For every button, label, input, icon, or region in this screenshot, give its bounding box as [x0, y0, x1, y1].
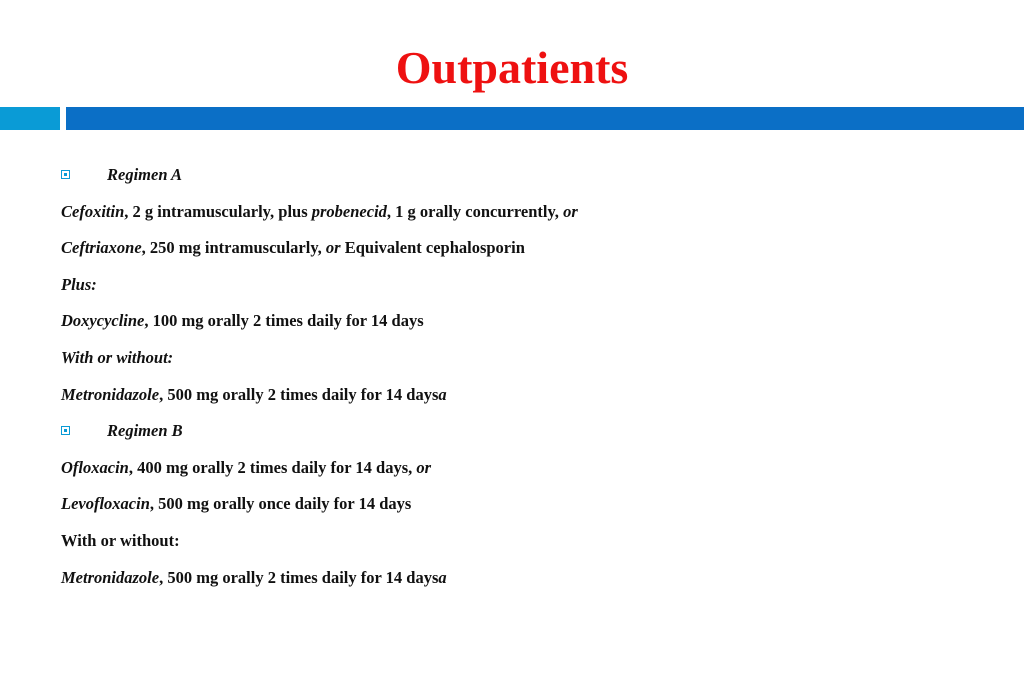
- text-segment: , 500 mg orally 2 times daily for 14 days: [159, 384, 439, 404]
- header-accent-bar: [0, 107, 60, 130]
- square-bullet-icon: [61, 170, 70, 179]
- text-segment: Metronidazole: [61, 567, 160, 587]
- text-segment: or: [325, 238, 341, 258]
- slide-title: Outpatients: [395, 42, 629, 93]
- text-segment: Doxycycline: [61, 311, 145, 331]
- text-segment: Ceftriaxone: [61, 238, 142, 258]
- bullet-heading: [61, 416, 1001, 453]
- text-segment: a: [438, 384, 447, 404]
- text-segment: , 500 mg orally 2 times daily for 14 days: [159, 567, 439, 587]
- text-line: [61, 489, 1001, 526]
- text-segment: Cefoxitin: [61, 201, 125, 221]
- bullet-heading: [61, 160, 1001, 197]
- text-segment: , 2 g intramuscularly, plus: [124, 201, 312, 221]
- text-line: [61, 270, 1001, 307]
- slide-body: [61, 160, 1001, 599]
- text-segment: or: [416, 457, 432, 477]
- text-segment: , 250 mg intramuscularly,: [141, 238, 326, 258]
- text-segment: Levofloxacin: [61, 494, 150, 514]
- text-segment: , 1 g orally concurrently,: [386, 201, 564, 221]
- text-line: [61, 343, 1001, 380]
- text-line: [61, 233, 1001, 270]
- text-line: [61, 197, 1001, 234]
- text-segment: , 500 mg orally once daily for 14 days: [149, 494, 412, 514]
- text-line: [61, 380, 1001, 417]
- text-segment: , 100 mg orally 2 times daily for 14 days: [144, 311, 424, 331]
- square-bullet-icon: [61, 426, 70, 435]
- text-segment: , 400 mg orally 2 times daily for 14 days,: [128, 457, 417, 477]
- text-line: [61, 526, 1001, 563]
- text-segment: a: [438, 567, 447, 587]
- text-segment: Equivalent cephalosporin: [340, 238, 525, 258]
- text-segment: or: [563, 201, 578, 221]
- text-segment: Regimen A: [107, 165, 183, 184]
- text-segment: Plus:: [61, 274, 97, 294]
- text-line: [61, 453, 1001, 490]
- text-line: [61, 563, 1001, 600]
- text-segment: With or without:: [61, 530, 180, 550]
- text-line: [61, 306, 1001, 343]
- text-segment: With or without:: [61, 347, 174, 367]
- text-segment: Regimen B: [107, 421, 183, 441]
- text-segment: probenecid: [311, 201, 387, 221]
- text-segment: Ofloxacin: [61, 457, 129, 477]
- text-segment: Metronidazole: [61, 384, 160, 404]
- header-divider-bar: [66, 107, 1024, 130]
